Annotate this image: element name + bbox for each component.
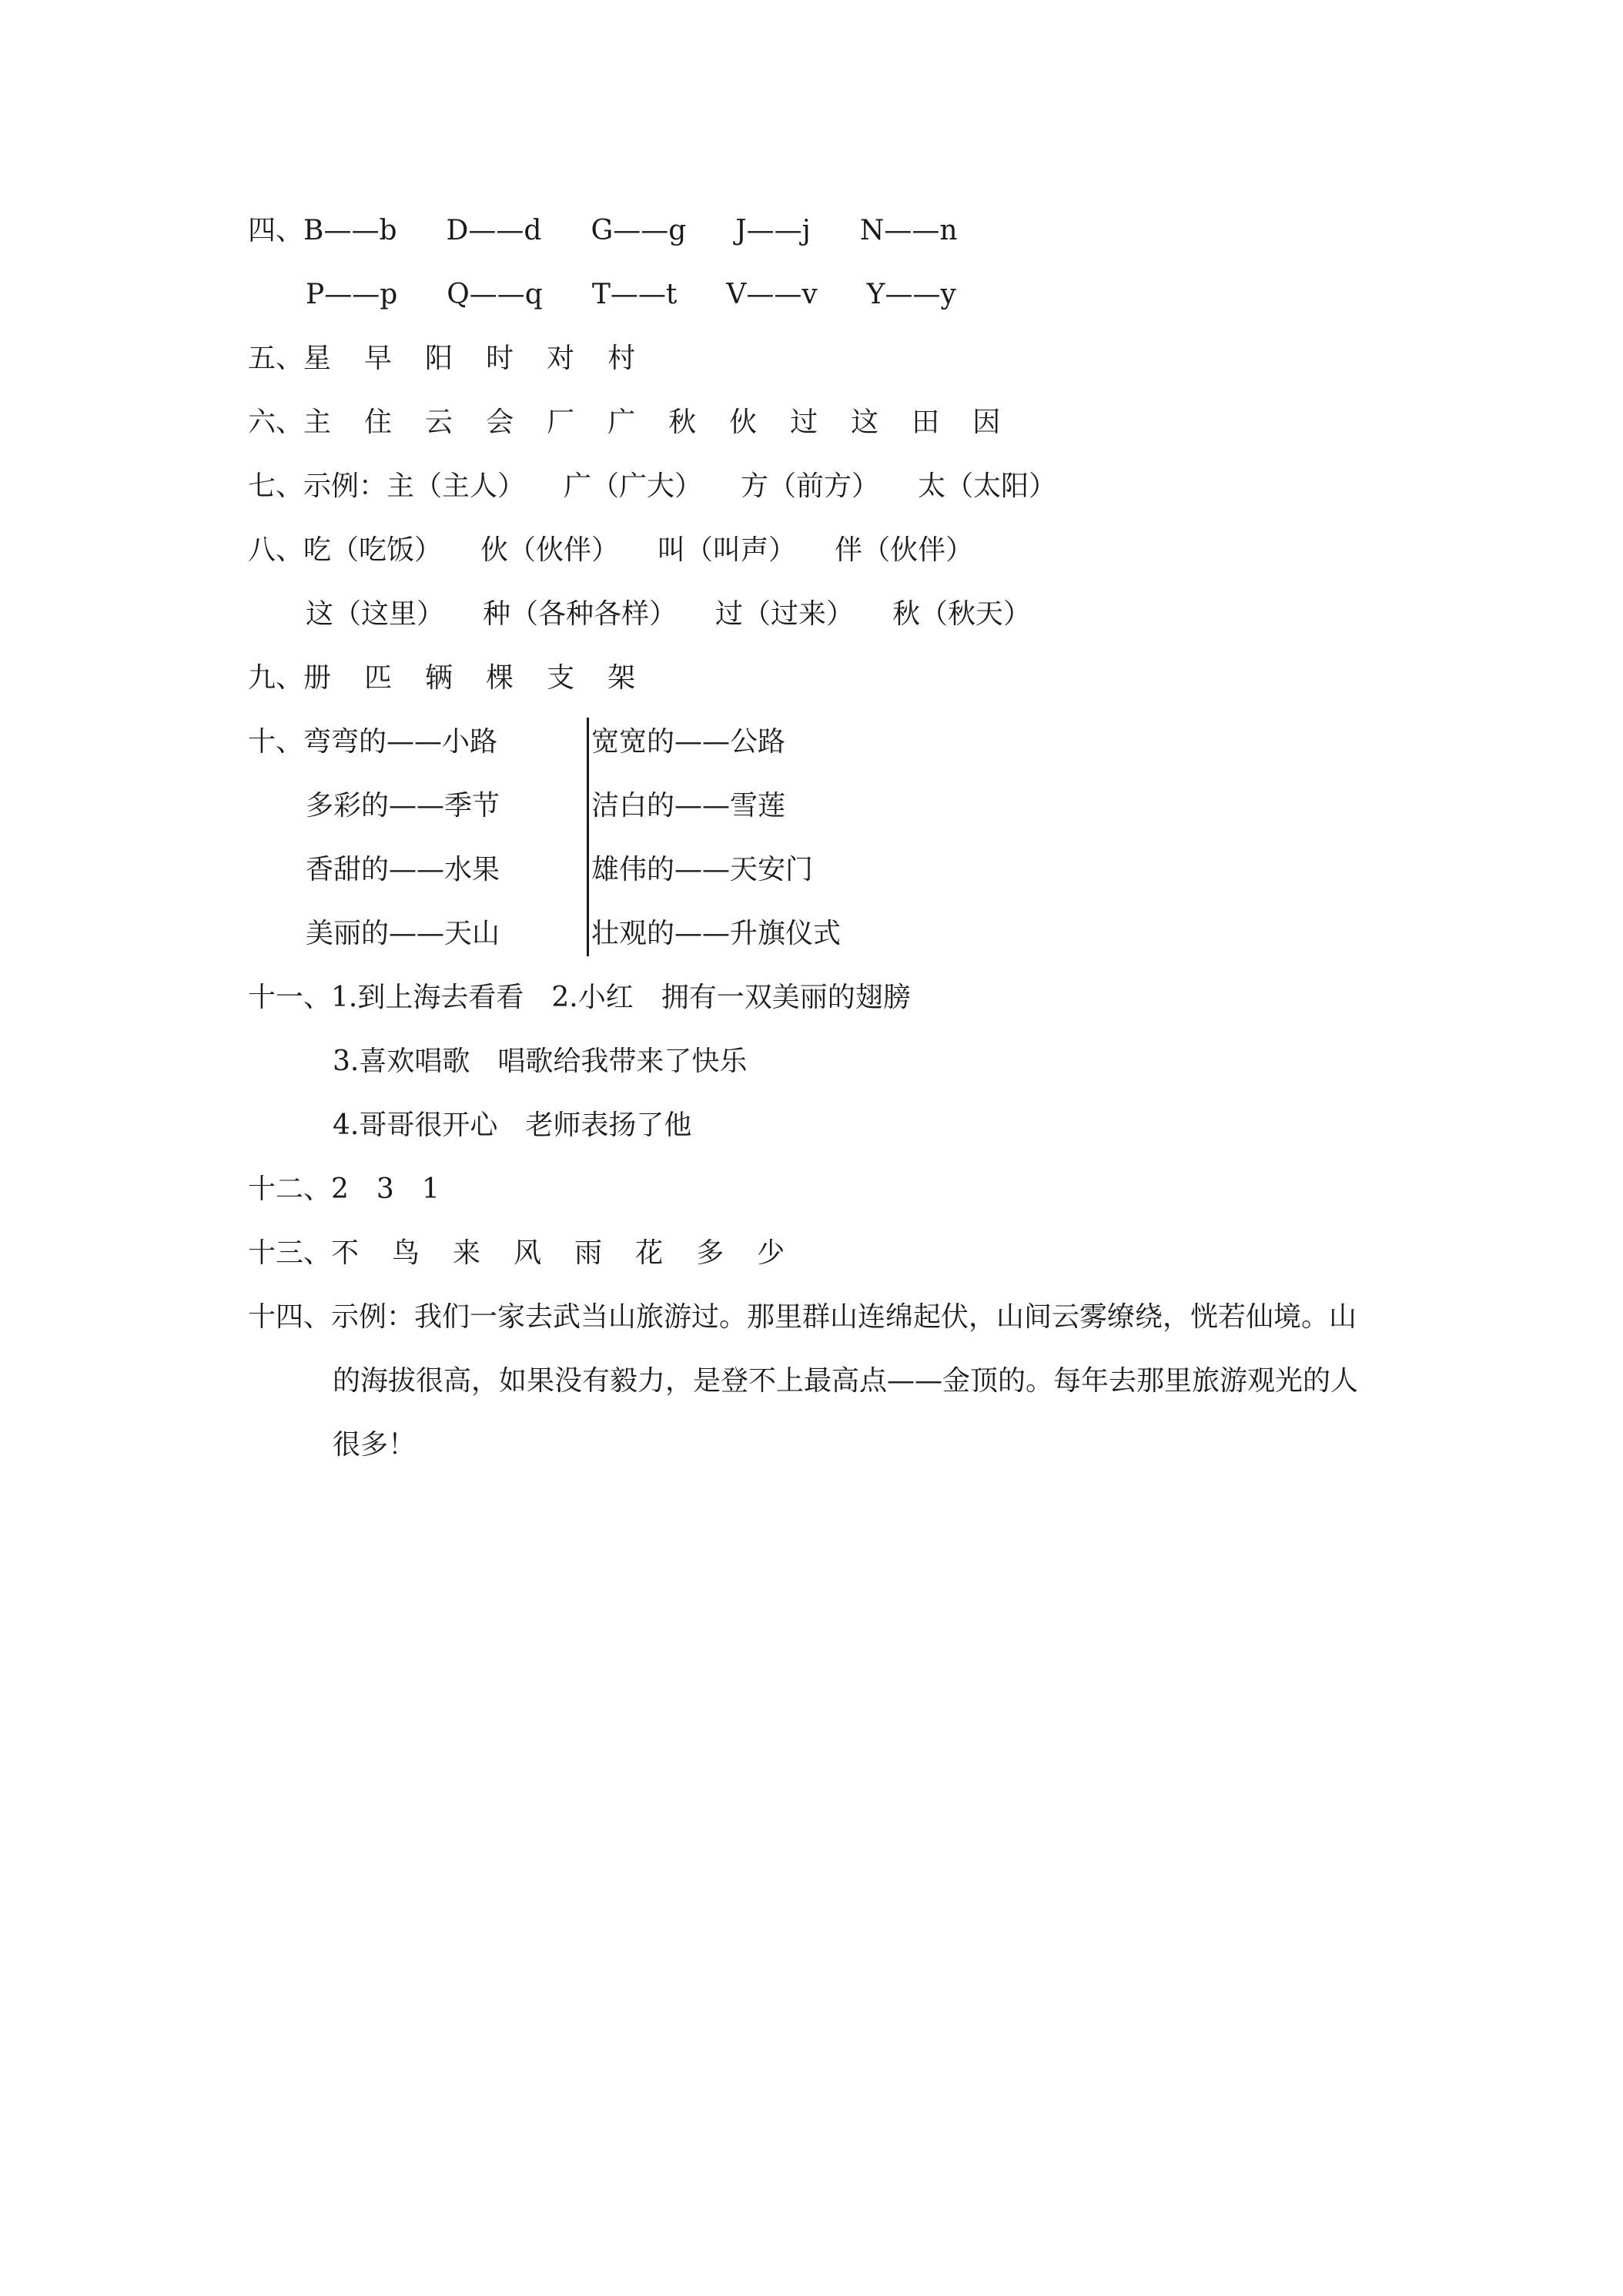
char: 多 [696, 1237, 724, 1269]
char: 对 [547, 343, 575, 374]
char: 来 [453, 1237, 481, 1269]
answer-10-row-3-right [591, 848, 813, 892]
char: 辆 [425, 662, 453, 694]
answer-9 [248, 657, 635, 700]
letter-pair: Y——y [866, 279, 956, 310]
char: 早 [364, 343, 393, 374]
sentence-part: 唱歌给我带来了快乐 [497, 1046, 748, 1077]
char: 厂 [547, 407, 575, 438]
sentence-part: 拥有一双美丽的翅膀 [661, 982, 911, 1013]
sentence-part: 1.到上海去看看 [331, 982, 524, 1013]
answer-11-row-3 [333, 1104, 691, 1147]
char: 时 [486, 343, 514, 374]
answer-10-row-1-left [248, 721, 497, 764]
char: 这 [851, 407, 879, 438]
letter-pair: V——v [726, 279, 818, 310]
word-pair: 种（各种各样） [483, 598, 678, 630]
char: 匹 [364, 662, 393, 694]
letter-pair: P——p [306, 279, 398, 310]
question-number: 五、 [248, 343, 304, 374]
answer-5 [248, 337, 635, 380]
sentence-part: 老师表扬了他 [525, 1110, 692, 1141]
letter-pair: G——g [591, 215, 687, 246]
char: 秋 [668, 407, 697, 438]
answer-4-row-2 [306, 273, 956, 316]
letter-pair: J——j [735, 215, 811, 246]
answer-8-row-2 [306, 593, 1031, 636]
phrase: 香甜的——水果 [306, 854, 500, 885]
char: 不 [331, 1237, 360, 1269]
answer-14-row-1 [248, 1296, 1357, 1339]
letter-pair: N——n [859, 215, 958, 246]
answer-10-row-4-right [591, 912, 841, 956]
question-number: 十一、 [248, 982, 332, 1013]
phrase: 宽宽的——公路 [591, 726, 786, 758]
answer-7 [248, 465, 1056, 508]
sentence-part: 3.喜欢唱歌 [333, 1046, 470, 1077]
letter-pair: Q——q [447, 279, 543, 310]
char: 阳 [425, 343, 453, 374]
sentence-part: 2.小红 [551, 982, 634, 1013]
question-number: 九、 [248, 662, 304, 694]
char: 伙 [729, 407, 758, 438]
char: 风 [514, 1237, 542, 1269]
paragraph-line: 示例：我们一家去武当山旅游过。那里群山连绵起伏，山间云雾缭绕，恍若仙境。山 [331, 1301, 1357, 1333]
order-number: 2 [331, 1173, 349, 1205]
word-pair: 伙（伙伴） [480, 534, 620, 566]
char: 广 [607, 407, 636, 438]
answer-11-row-1 [248, 976, 911, 1019]
question-number: 四、 [248, 215, 304, 246]
char: 雨 [574, 1237, 603, 1269]
answer-14-row-2 [333, 1360, 1358, 1403]
order-number: 1 [421, 1173, 440, 1205]
question-number: 十二、 [248, 1173, 332, 1205]
word-pair: 示例：主（主人） [303, 470, 526, 502]
paragraph-line: 很多！ [333, 1429, 417, 1461]
char: 鸟 [392, 1237, 420, 1269]
letter-pair: T——t [591, 279, 678, 310]
question-number: 十三、 [248, 1237, 332, 1269]
word-pair: 过（过来） [715, 598, 855, 630]
word-pair: 吃（吃饭） [303, 534, 443, 566]
letter-pair: B——b [303, 215, 397, 246]
phrase: 壮观的——升旗仪式 [591, 918, 842, 949]
char: 支 [547, 662, 575, 694]
char: 过 [790, 407, 818, 438]
phrase: 多彩的——季节 [306, 790, 500, 822]
phrase: 洁白的——雪莲 [591, 790, 786, 822]
char: 田 [912, 407, 940, 438]
answer-10-row-2-right [591, 785, 785, 828]
sentence-part: 4.哥哥很开心 [333, 1110, 498, 1141]
column-divider [587, 718, 589, 956]
answer-10-row-3-left [306, 848, 500, 892]
order-number: 3 [376, 1173, 394, 1205]
question-number: 七、 [248, 470, 304, 502]
char: 村 [607, 343, 636, 374]
char: 册 [303, 662, 332, 694]
question-number: 八、 [248, 534, 304, 566]
char: 因 [972, 407, 1001, 438]
letter-pair: D——d [446, 215, 542, 246]
phrase: 弯弯的——小路 [303, 726, 498, 758]
phrase: 雄伟的——天安门 [591, 854, 814, 885]
question-number: 十、 [248, 726, 304, 758]
word-pair: 太（太阳） [918, 470, 1057, 502]
answer-10-row-2-left [306, 785, 500, 828]
answer-14-row-3 [333, 1424, 416, 1467]
word-pair: 秋（秋天） [892, 598, 1032, 630]
answer-11-row-2 [333, 1040, 747, 1083]
paragraph-line: 的海拔很高，如果没有毅力，是登不上最高点——金顶的。每年去那里旅游观光的人 [333, 1365, 1359, 1397]
char: 主 [303, 407, 332, 438]
answer-6 [248, 401, 1000, 444]
phrase: 美丽的——天山 [306, 918, 500, 949]
answer-10-row-1-right [591, 721, 785, 764]
word-pair: 方（前方） [741, 470, 880, 502]
char: 住 [364, 407, 393, 438]
question-number: 十四、 [248, 1301, 332, 1333]
answer-8-row-1 [248, 529, 973, 572]
word-pair: 伴（伙伴） [835, 534, 974, 566]
char: 会 [486, 407, 514, 438]
char: 云 [425, 407, 453, 438]
answer-12 [248, 1168, 440, 1211]
answer-13 [248, 1232, 785, 1275]
char: 棵 [486, 662, 514, 694]
word-pair: 这（这里） [306, 598, 445, 630]
word-pair: 广（广大） [564, 470, 703, 502]
answer-10-row-4-left [306, 912, 500, 956]
answer-4-row-1 [248, 209, 958, 253]
question-number: 六、 [248, 407, 304, 438]
char: 架 [607, 662, 636, 694]
char: 星 [303, 343, 332, 374]
word-pair: 叫（叫声） [658, 534, 797, 566]
char: 花 [635, 1237, 664, 1269]
char: 少 [757, 1237, 785, 1269]
